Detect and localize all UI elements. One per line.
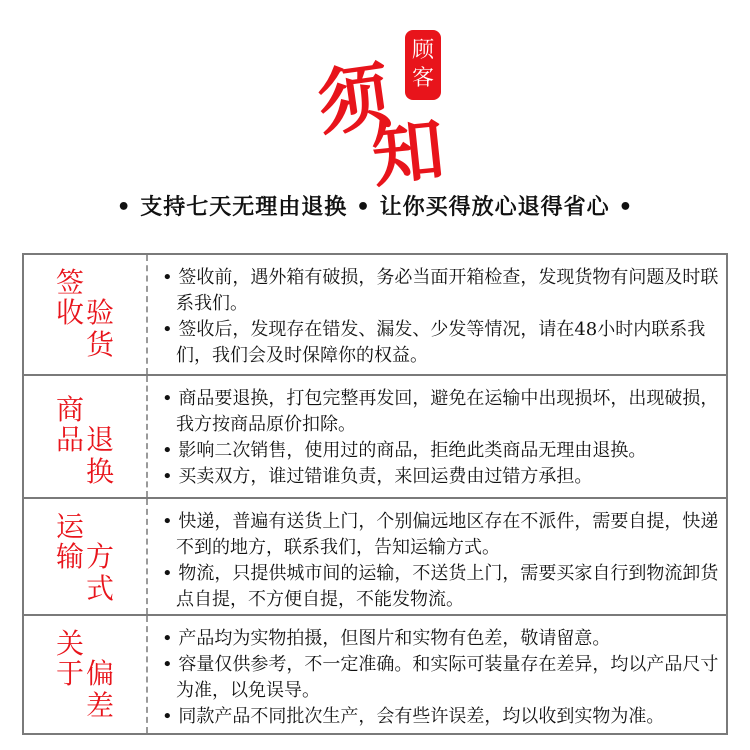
heading-char: 运 — [56, 510, 85, 543]
section-heading — [24, 255, 148, 374]
notice-table — [22, 253, 728, 735]
list-item: • 商品要退换，打包完整再发回，避免在运输中出现损坏，出现破损，我方按商品原价扣除。 — [162, 388, 719, 435]
heading-char: 输 — [56, 540, 85, 573]
heading-char: 验 — [86, 296, 115, 329]
heading-char: 货 — [86, 328, 115, 361]
heading-char: 收 — [56, 296, 85, 329]
heading-char: 方 — [86, 540, 115, 573]
list-item: • 签收后，发现存在错发、漏发、少发等情况，请在48小时内联系我们，我们会及时保障你的权益。 — [162, 319, 706, 366]
heading-char: 偏 — [86, 657, 115, 690]
list-item: • 产品均为实物拍摄，但图片和实物有色差，敬请留意。 — [162, 628, 611, 649]
title-char-2: 知 — [367, 106, 449, 198]
heading-char: 关 — [56, 627, 85, 660]
section-body — [162, 626, 722, 730]
section-receipt — [24, 255, 726, 376]
heading-char: 式 — [86, 572, 115, 605]
list-item: • 快递，普遍有送货上门，个别偏远地区存在不派件，需要自提，快递不到的地方，联系我们，告知运输方式。 — [162, 511, 719, 558]
seal-char-1: 顾 — [411, 38, 434, 63]
seal-char-2: 客 — [411, 66, 434, 91]
section-body — [162, 386, 722, 490]
list-item: • 容量仅供参考，不一定准确。和实际可装量存在差异，均以产品尺寸为准，以免误导。 — [162, 654, 719, 701]
section-shipping — [24, 499, 726, 616]
heading-char: 品 — [56, 423, 85, 456]
list-item: • 影响二次销售，使用过的商品，拒绝此类商品无理由退换。 — [162, 440, 647, 461]
heading-char: 退 — [86, 423, 115, 456]
section-body — [162, 265, 722, 369]
customer-seal — [405, 30, 441, 100]
heading-char: 差 — [86, 689, 115, 722]
heading-char: 于 — [56, 657, 85, 690]
section-heading — [24, 616, 148, 733]
section-deviation — [24, 616, 726, 733]
section-heading — [24, 499, 148, 614]
tagline: • 支持七天无理由退换 • 让你买得放心退得省心 • — [116, 195, 634, 220]
list-item: • 签收前，遇外箱有破损，务必当面开箱检查，发现货物有问题及时联系我们。 — [162, 267, 719, 314]
title-char-1: 须 — [312, 53, 396, 147]
heading-char: 签 — [56, 266, 85, 299]
header — [0, 0, 750, 240]
section-return — [24, 376, 726, 499]
heading-char: 换 — [86, 455, 115, 488]
list-item: • 物流，只提供城市间的运输，不送货上门，需要买家自行到物流卸货点自提，不方便自提，不能发物流。 — [162, 563, 719, 610]
section-heading — [24, 376, 148, 497]
section-body — [162, 509, 722, 613]
heading-char: 商 — [56, 393, 85, 426]
list-item: • 买卖双方，谁过错谁负责，来回运费由过错方承担。 — [162, 466, 593, 487]
list-item: • 同款产品不同批次生产，会有些许误差，均以收到实物为准。 — [162, 706, 665, 727]
